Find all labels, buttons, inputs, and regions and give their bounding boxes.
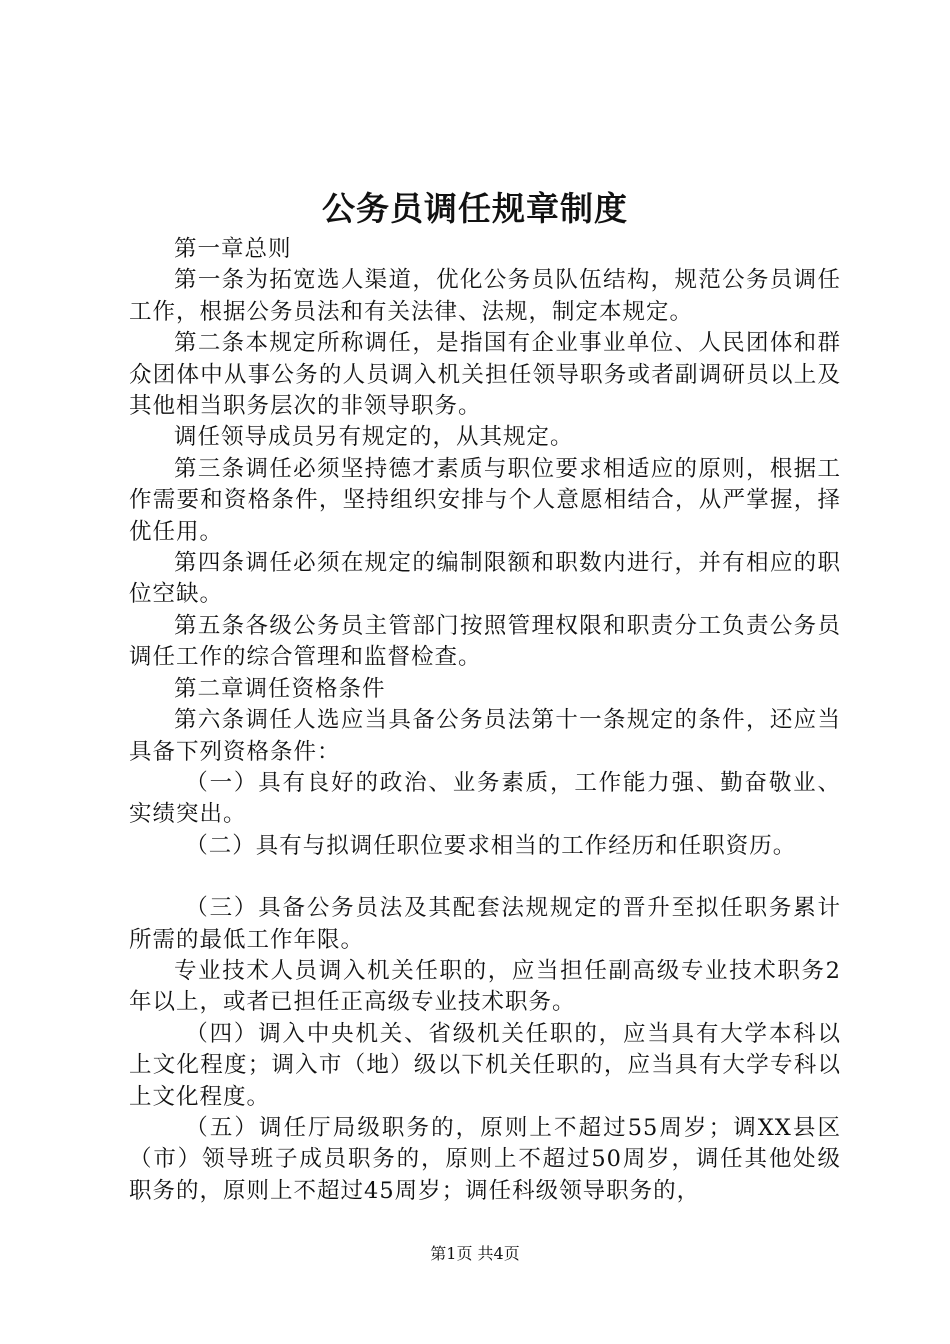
paragraph: 第三条调任必须坚持德才素质与职位要求相适应的原则，根据工作需要和资格条件，坚持组织安排与个人意愿相结合，从严掌握，择优任用。 [129, 455, 841, 545]
paragraph: 第六条调任人选应当具备公务员法第十一条规定的条件，还应当具备下列资格条件： [129, 707, 841, 765]
paragraph: 第一条为拓宽选人渠道，优化公务员队伍结构，规范公务员调任工作，根据公务员法和有关法律、法规，制定本规定。 [129, 267, 841, 325]
paragraph: 专业技术人员调入机关任职的，应当担任副高级专业技术职务2年以上，或者已担任正高级专业技术职务。 [129, 957, 841, 1016]
list-item: （四）调入中央机关、省级机关任职的，应当具有大学本科以上文化程度；调入市（地）级以下机关任职的，应当具有大学专科以上文化程度。 [129, 1020, 841, 1110]
list-item: （三）具备公务员法及其配套法规规定的晋升至拟任职务累计所需的最低工作年限。 [129, 895, 841, 953]
paragraph: 调任领导成员另有规定的，从其规定。 [174, 424, 574, 451]
paragraph: 第二条本规定所称调任，是指国有企业事业单位、人民团体和群众团体中从事公务的人员调入机关担任领导职务或者副调研员以上及其他相当职务层次的非领导职务。 [129, 330, 841, 420]
list-item: （五）调任厅局级职务的，原则上不超过55周岁；调XX县区（市）领导班子成员职务的，原则上不超过50周岁，调任其他处级职务的，原则上不超过45周岁；调任科级领导职务的， [129, 1114, 841, 1204]
paragraph: 第五条各级公务员主管部门按照管理权限和职责分工负责公务员调任工作的综合管理和监督检查。 [129, 612, 841, 671]
chapter-heading: 第一章总则 [174, 236, 292, 262]
document-body [129, 234, 841, 1207]
document-title: 公务员调任规章制度 [322, 189, 628, 228]
chapter-heading: 第二章调任资格条件 [174, 675, 386, 702]
page-number: 第1页 共4页 [430, 1244, 520, 1263]
list-item: （一）具有良好的政治、业务素质，工作能力强、勤奋敬业、实绩突出。 [129, 769, 841, 828]
paragraph: 第四条调任必须在规定的编制限额和职数内进行，并有相应的职位空缺。 [129, 550, 841, 608]
list-item: （二）具有与拟调任职位要求相当的工作经历和任职资历。 [185, 832, 797, 859]
